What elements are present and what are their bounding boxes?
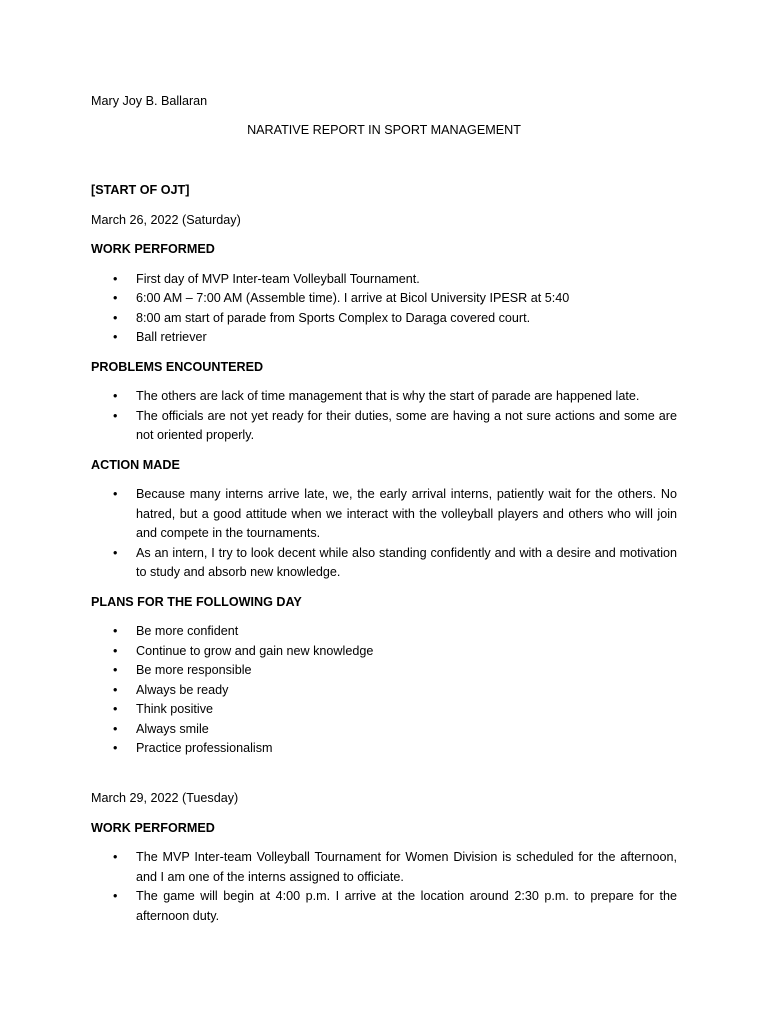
day2-section [91,789,677,926]
list-item: • The others are lack of time management that is why the start of parade are happened late. [91,387,677,407]
list-item: • The game will begin at 4:00 p.m. I arrive at the location around 2:30 p.m. to prepare for the afternoon duty. [91,887,677,926]
day1-section [91,181,677,759]
day2-date: March 29, 2022 (Tuesday) [91,791,239,805]
list-item: • Always be ready [91,681,677,701]
list-item: • The officials are not yet ready for their duties, some are having a not sure actions and some are not oriented properly. [91,407,677,446]
day1-work-list [91,270,677,348]
list-item: • Because many interns arrive late, we, the early arrival interns, patiently wait for the others. No hatred, but a good attitude when we interact with the volleyball players and others who will join and compete in the tournaments. [91,485,677,544]
list-item: • Ball retriever [91,328,677,348]
day1-date: March 26, 2022 (Saturday) [91,212,241,227]
list-item: • Be more confident [91,622,677,642]
list-item: • Be more responsible [91,661,677,681]
start-label: [START OF OJT] [91,183,190,197]
day1-plans-heading: PLANS FOR THE FOLLOWING DAY [91,594,302,609]
day1-actions-list [91,485,677,583]
list-item: • Continue to grow and gain new knowledge [91,642,677,662]
day1-plans-list [91,622,677,759]
author-name: Mary Joy B. Ballaran [91,94,208,108]
list-item: • Practice professionalism [91,739,677,759]
report-title: NARATIVE REPORT IN SPORT MANAGEMENT [247,123,521,137]
list-item: • 8:00 am start of parade from Sports Complex to Daraga covered court. [91,309,677,329]
day1-work-heading: WORK PERFORMED [91,242,215,256]
list-item: • The MVP Inter-team Volleyball Tournament for Women Division is scheduled for the afternoon, and I am one of the interns assigned to officiate. [91,848,677,887]
list-item: • As an intern, I try to look decent while also standing confidently and with a desire and motivation to study and absorb new knowledge. [91,544,677,583]
day1-action-heading: ACTION MADE [91,457,180,472]
list-item: • First day of MVP Inter-team Volleyball Tournament. [91,270,677,290]
day2-work-list [91,848,677,926]
list-item: • 6:00 AM – 7:00 AM (Assemble time). I arrive at Bicol University IPESR at 5:40 [91,289,677,309]
list-item: • Always smile [91,720,677,740]
day1-problems-heading: PROBLEMS ENCOUNTERED [91,359,264,374]
day1-problems-list [91,387,677,446]
list-item: • Think positive [91,700,677,720]
day2-work-heading: WORK PERFORMED [91,820,215,835]
